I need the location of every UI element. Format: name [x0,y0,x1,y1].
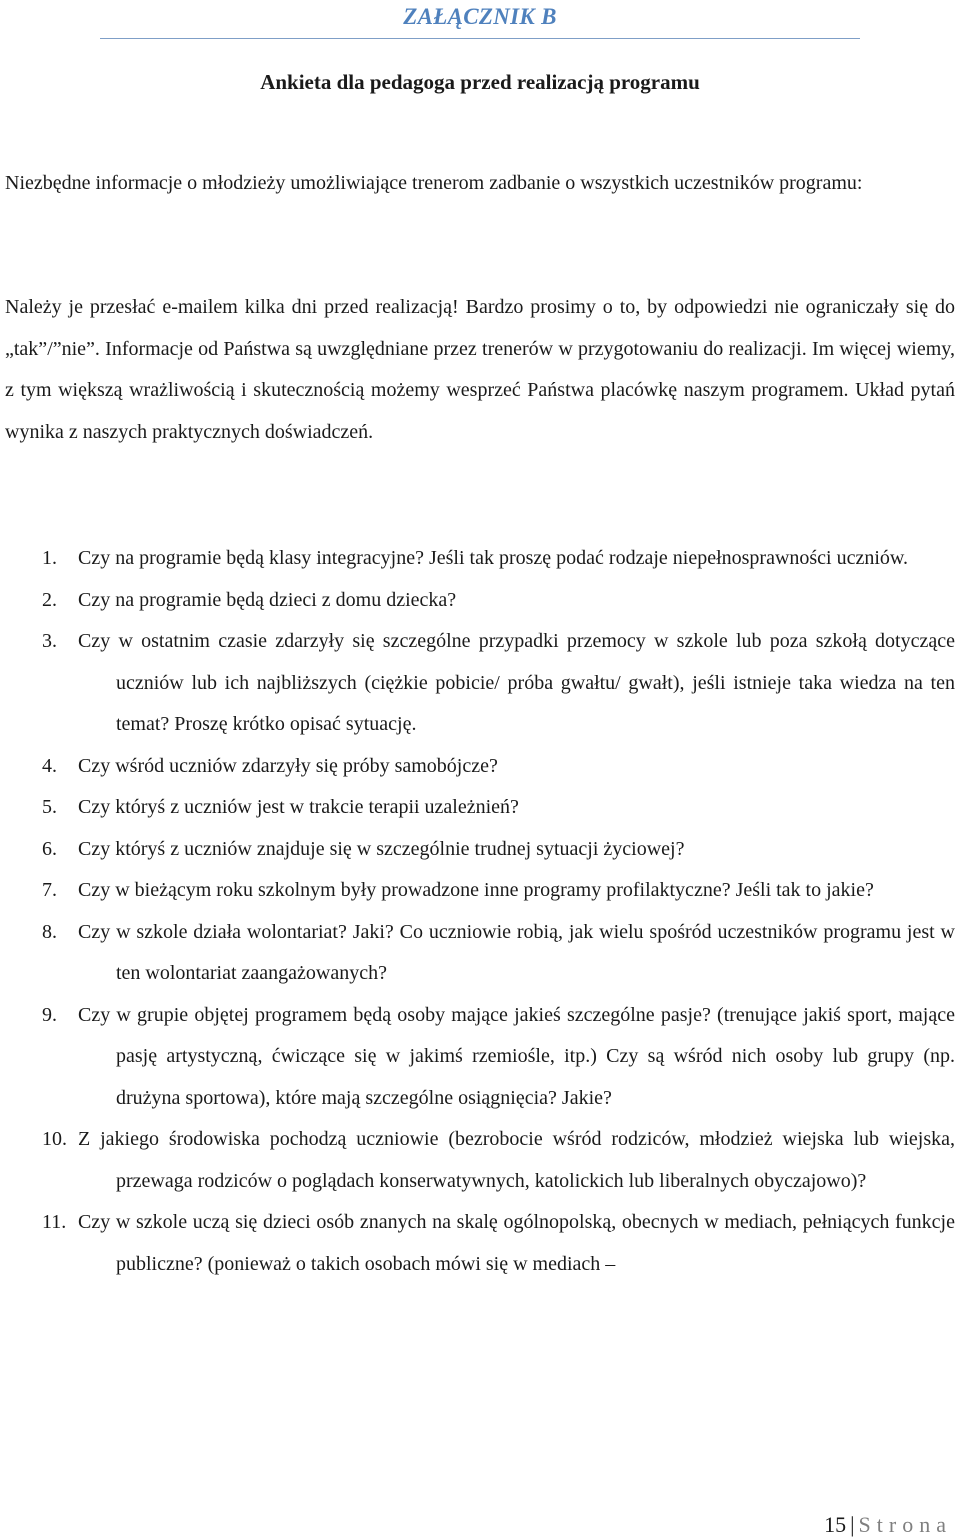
footer-separator: | [850,1512,855,1537]
question-number: 4. [42,754,57,777]
question-text: Czy wśród uczniów zdarzyły się próby samobójcze? [78,754,498,777]
page-number: 15 [824,1512,847,1537]
question-number: 6. [42,837,57,860]
question-text: Czy któryś z uczniów jest w trakcie terapii uzależnień? [78,796,519,818]
question-number: 10. [42,1128,67,1150]
document-title: Ankieta dla pedagoga przed realizacją programu [260,70,700,94]
notice-paragraph: Należy je przesłać e-mailem kilka dni przed realizacją! Bardzo prosimy o to, by odpowiedzi nie ograniczały się do „tak”/”nie”. Informacje od Państwa są uwzględniane przez trenerów w przygotowaniu do realizacji. Im więcej wiemy, z tym większą wrażliwością i skutecznością możemy wesprzeć Państwa placówkę naszym programem. Układ pytań wynika z naszych praktycznych doświadczeń. [5,296,955,443]
page-header [100,0,860,39]
question-number: 9. [42,1003,57,1026]
question-text: Czy w ostatnim czasie zdarzyły się szczególne przypadki przemocy w szkole lub poza szkołą dotyczące uczniów lub ich najbliższych (ciężkie pobicie/ próba gwałtu/ gwałt), jeśli istnieje taka wiedza na ten temat? Proszę krótko opisać sytuację. [78,630,955,735]
page-footer [824,1512,952,1538]
question-item [0,538,955,580]
questions-list [0,538,955,1285]
question-number: 7. [42,879,57,901]
question-number: 2. [42,588,57,611]
question-item [0,580,955,622]
question-number: 3. [42,630,57,652]
appendix-title: ZAŁĄCZNIK B [403,4,557,29]
question-number: 1. [42,547,57,569]
question-text: Czy któryś z uczniów znajduje się w szczególnie trudnej sytuacji życiowej? [78,837,685,860]
question-number: 5. [42,796,57,818]
question-text: Z jakiego środowiska pochodzą uczniowie (bezrobocie wśród rodziców, młodzież wiejska lub wiejska, przewaga rodziców o poglądach konserwatywnych, katolickich lub liberalnych obyczajowo)? [78,1128,955,1192]
page-label: Strona [858,1512,952,1537]
question-item [0,746,955,788]
question-item [0,829,955,871]
question-item [0,870,955,912]
question-text: Czy w szkole działa wolontariat? Jaki? Co uczniowie robią, jak wielu spośród uczestników programu jest w ten wolontariat zaangażowanych? [78,920,955,984]
question-text: Czy w szkole uczą się dzieci osób znanych na skalę ogólnopolską, obecnych w mediach, pełniących funkcje publiczne? (ponieważ o takich osobach mówi się w mediach – [78,1211,955,1275]
question-text: Czy w bieżącym roku szkolnym były prowadzone inne programy profilaktyczne? Jeśli tak to jakie? [78,879,874,901]
question-item [0,621,955,746]
question-text: Czy na programie będą klasy integracyjne? Jeśli tak proszę podać rodzaje niepełnosprawności uczniów. [78,547,909,569]
question-text: Czy w grupie objętej programem będą osoby mające jakieś szczególne pasje? (trenujące jakiś sport, mające pasję artystyczną, ćwiczące się w jakimś rzemiośle, itp.) Czy są wśród nich osoby lub grupy (np. drużyna sportowa), które mają szczególne osiągnięcia? Jakie? [78,1003,955,1109]
question-number: 8. [42,920,57,943]
question-number: 11. [42,1211,67,1233]
question-item [0,995,955,1120]
intro-paragraph: Niezbędne informacje o młodzieży umożliwiające trenerom zadbanie o wszystkich uczestników programu: [5,172,863,194]
question-text: Czy na programie będą dzieci z domu dziecka? [78,588,457,611]
question-item [0,787,955,829]
question-item [0,1202,955,1285]
question-item [0,1119,955,1202]
question-item [0,912,955,995]
